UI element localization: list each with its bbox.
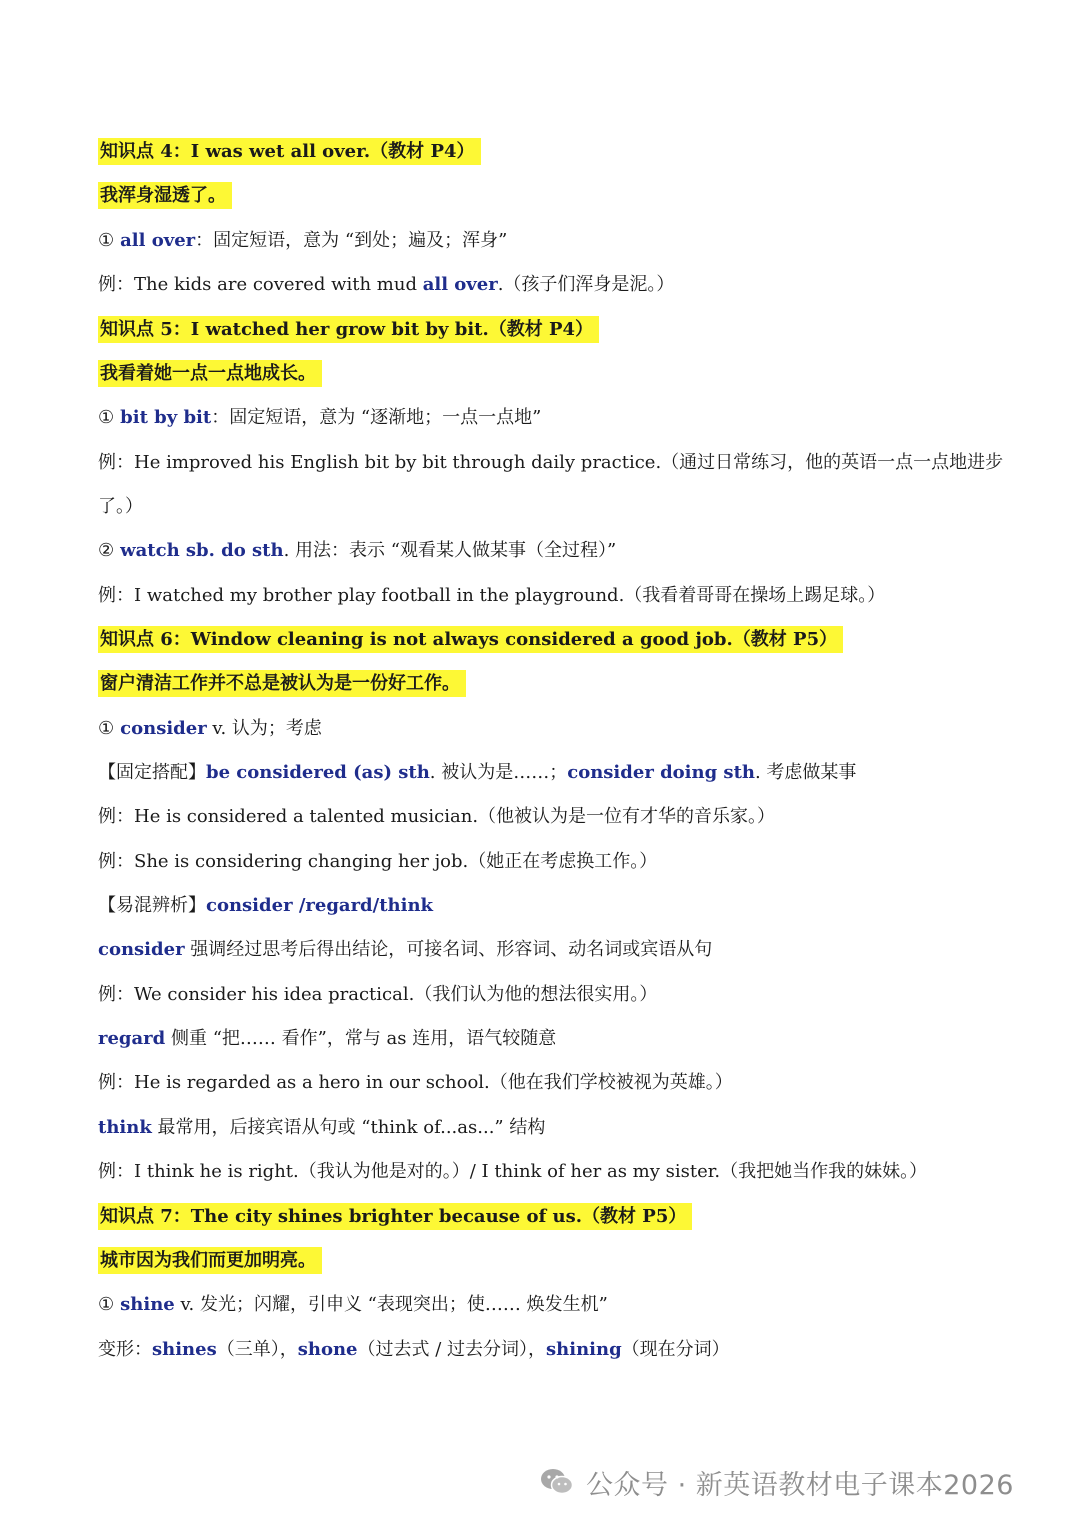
kp6-item1 xyxy=(98,716,998,742)
kp6-translation-line xyxy=(98,671,998,697)
keyword: bit by bit xyxy=(120,407,212,428)
kp7-title: 知识点 7：The city shines brighter because of us.（教材 P5） xyxy=(98,1203,692,1230)
example-text: 例：I think he is right.（我认为他是对的。）/ I think of her as my sister.（我把她当作我的妹妹。） xyxy=(98,1161,928,1182)
item-text: v. 认为；考虑 xyxy=(206,718,322,739)
example-text: 例：I watched my brother play football in the playground.（我看着哥哥在操场上踢足球。） xyxy=(98,585,886,606)
keyword: think xyxy=(98,1117,152,1138)
keyword: shines xyxy=(152,1339,217,1360)
kp6-think-def xyxy=(98,1115,998,1141)
section-label: 变形： xyxy=(98,1339,152,1360)
example-text: 例：We consider his idea practical.（我们认为他的想法很实用。） xyxy=(98,984,658,1005)
kp6-example1 xyxy=(98,804,998,830)
keyword: all over xyxy=(422,274,498,295)
keyword: regard xyxy=(98,1028,166,1049)
keyword: consider /regard/think xyxy=(206,895,434,916)
keyword: shining xyxy=(546,1339,622,1360)
example-text: 例：He is regarded as a hero in our school.（他在我们学校被视为英雄。） xyxy=(98,1072,733,1093)
item-text: （过去式 / 过去分词）， xyxy=(357,1339,547,1360)
keyword: shine xyxy=(120,1294,175,1315)
kp6-regard-def xyxy=(98,1026,998,1052)
kp6-fixed-collocation xyxy=(98,760,998,786)
keyword: watch sb. do sth xyxy=(120,540,284,561)
section-label: 【固定搭配】 xyxy=(98,762,206,783)
item-text: 侧重 “把…… 看作”，常与 as 连用，语气较随意 xyxy=(165,1028,557,1049)
example-text: 例：The kids are covered with mud xyxy=(98,274,423,295)
kp5-item1 xyxy=(98,405,998,431)
kp6-example2 xyxy=(98,849,998,875)
kp6-title: 知识点 6：Window cleaning is not always considered a good job.（教材 P5） xyxy=(98,626,843,653)
item-text: 最常用，后接宾语从句或 “think of...as...” 结构 xyxy=(151,1117,546,1138)
item-text: （三单）， xyxy=(216,1339,298,1360)
kp5-item2 xyxy=(98,538,998,564)
item-number: ① xyxy=(98,718,115,739)
example-text: 了。） xyxy=(98,496,143,517)
example-text: 例：She is considering changing her job.（她正在考虑换工作。） xyxy=(98,851,658,872)
item-text: . 用法：表示 “观看某人做某事（全过程）” xyxy=(283,540,617,561)
kp4-title: 知识点 4：I was wet all over.（教材 P4） xyxy=(98,138,481,165)
item-text: v. 发光；闪耀，引申义 “表现突出；使…… 焕发生机” xyxy=(174,1294,608,1315)
kp4-example xyxy=(98,272,998,298)
kp4-title-line xyxy=(98,139,998,165)
item-text: ：固定短语，意为 “逐渐地；一点一点地” xyxy=(211,407,542,428)
kp6-consider-example xyxy=(98,982,998,1008)
kp5-translation-line xyxy=(98,361,998,387)
kp7-item1 xyxy=(98,1292,998,1318)
watermark xyxy=(540,1462,1014,1502)
keyword: consider xyxy=(98,939,185,960)
kp7-forms xyxy=(98,1337,998,1363)
kp6-consider-def xyxy=(98,937,998,963)
keyword: consider doing sth xyxy=(567,762,755,783)
kp5-translation: 我看着她一点一点地成长。 xyxy=(98,360,322,387)
item-text: . 被认为是……； xyxy=(429,762,568,783)
item-text: 强调经过思考后得出结论，可接名词、形容词、动名词或宾语从句 xyxy=(184,939,713,960)
kp5-example1 xyxy=(98,450,1004,476)
example-text: 例：He is considered a talented musician.（他被认为是一位有才华的音乐家。） xyxy=(98,806,776,827)
keyword: all over xyxy=(120,230,196,251)
kp5-title-line xyxy=(98,317,998,343)
kp7-title-line xyxy=(98,1204,998,1230)
item-number: ① xyxy=(98,230,115,251)
kp4-translation: 我浑身湿透了。 xyxy=(98,182,232,209)
kp7-translation-line xyxy=(98,1248,998,1274)
item-text: （现在分词） xyxy=(621,1339,730,1360)
watermark-text: 公众号 · 新英语教材电子课本2026 xyxy=(586,1469,1014,1501)
keyword: consider xyxy=(120,718,207,739)
kp6-translation: 窗户清洁工作并不总是被认为是一份好工作。 xyxy=(98,670,466,697)
example-text: .（孩子们浑身是泥。） xyxy=(497,274,675,295)
keyword: shone xyxy=(297,1339,358,1360)
item-number: ① xyxy=(98,407,115,428)
kp5-example2 xyxy=(98,583,998,609)
kp4-item1 xyxy=(98,228,998,254)
item-text: ：固定短语，意为 “到处；遍及；浑身” xyxy=(195,230,508,251)
kp7-translation: 城市因为我们而更加明亮。 xyxy=(98,1247,322,1274)
example-text: 例：He improved his English bit by bit through daily practice.（通过日常练习，他的英语一点一点地进步 xyxy=(98,452,1004,473)
item-text: . 考虑做某事 xyxy=(754,762,857,783)
section-label: 【易混辨析】 xyxy=(98,895,206,916)
kp6-regard-example xyxy=(98,1070,998,1096)
kp4-translation-line xyxy=(98,183,998,209)
kp6-think-example xyxy=(98,1159,998,1185)
keyword: be considered (as) sth xyxy=(206,762,430,783)
item-number: ② xyxy=(98,540,115,561)
item-number: ① xyxy=(98,1294,115,1315)
kp5-title: 知识点 5：I watched her grow bit by bit.（教材 P4） xyxy=(98,316,599,343)
kp6-confusion xyxy=(98,893,998,919)
kp6-title-line xyxy=(98,627,998,653)
kp5-example1-cont xyxy=(98,494,998,520)
wechat-icon xyxy=(540,1467,574,1497)
